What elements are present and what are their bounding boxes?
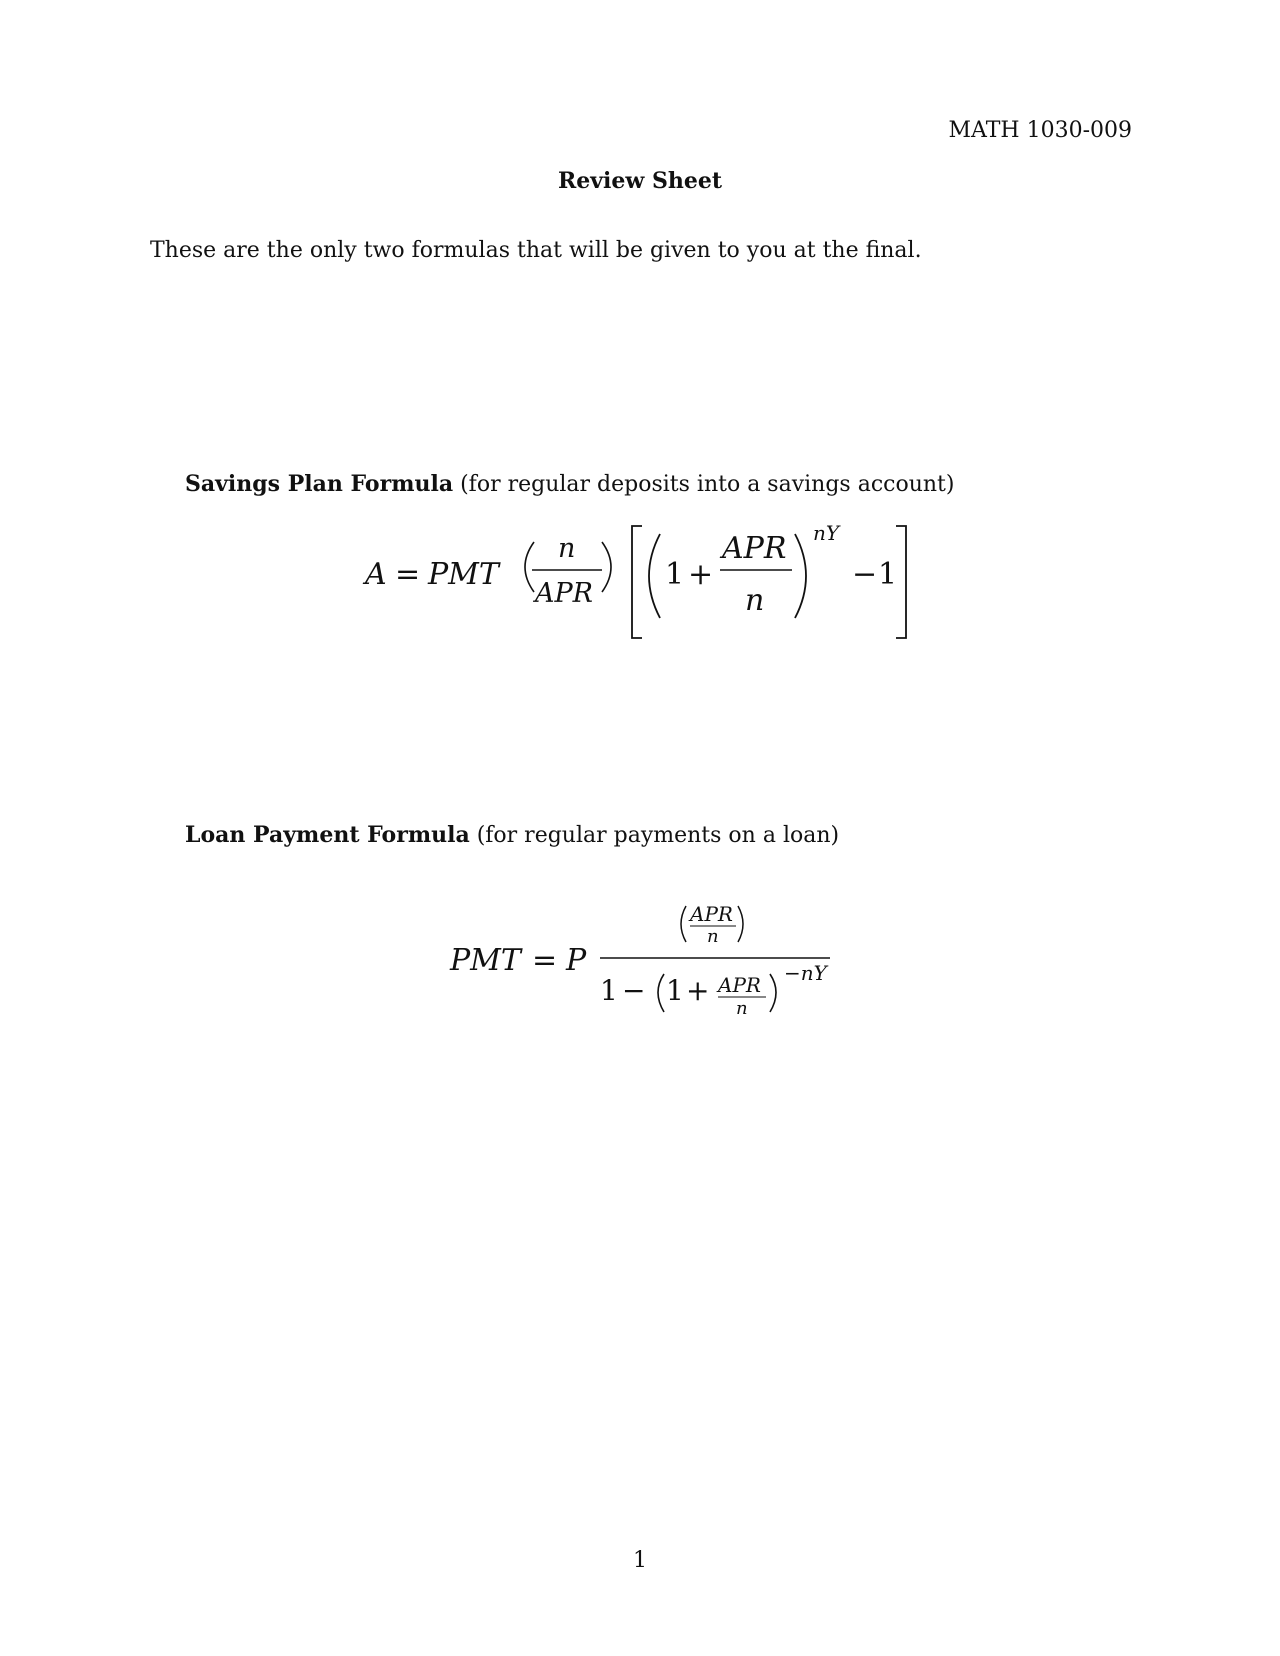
savings-plus: + xyxy=(688,557,714,592)
savings-inner-paren-left xyxy=(649,534,660,618)
savings-bracket-left xyxy=(632,526,642,638)
loan-heading-description: (for regular payments on a loan) xyxy=(476,823,840,848)
loan-den-exponent: −nY xyxy=(784,961,827,985)
loan-den-plus: + xyxy=(686,974,710,1007)
course-code: MATH 1030-009 xyxy=(948,118,1132,143)
loan-den-paren-right xyxy=(770,974,776,1012)
page-number: 1 xyxy=(633,1548,647,1573)
savings-lhs: A xyxy=(365,557,387,592)
loan-den-inner-den: n xyxy=(736,998,748,1019)
savings-paren-left xyxy=(525,542,534,592)
loan-den-inner-one: 1 xyxy=(666,974,684,1007)
loan-equals: = xyxy=(532,943,558,978)
savings-pmt: PMT xyxy=(428,557,499,592)
loan-num-paren-left xyxy=(681,906,686,942)
savings-inner-den: n xyxy=(745,583,765,618)
loan-den-paren-left xyxy=(658,974,664,1012)
loan-payment-formula xyxy=(0,900,1280,1030)
loan-lhs: PMT xyxy=(450,943,521,978)
savings-bracket-right xyxy=(896,526,906,638)
savings-inner-num: APR xyxy=(722,531,787,566)
intro-text: These are the only two formulas that will be given to you at the final. xyxy=(150,238,922,263)
savings-frac-num: n xyxy=(558,533,576,564)
savings-plan-formula xyxy=(0,520,1280,640)
savings-inner-paren-right xyxy=(795,534,806,618)
loan-num-bottom: n xyxy=(707,926,719,947)
loan-heading-title: Loan Payment Formula xyxy=(185,822,470,848)
savings-exponent: nY xyxy=(813,521,840,545)
loan-num-paren-right xyxy=(738,906,743,942)
loan-num-top: APR xyxy=(690,902,733,926)
savings-heading-title: Savings Plan Formula xyxy=(185,471,454,497)
loan-den-inner-num: APR xyxy=(718,973,761,997)
savings-minus: − xyxy=(852,557,878,592)
page-title: Review Sheet xyxy=(557,168,723,194)
savings-one: 1 xyxy=(665,557,685,592)
loan-den-minus: − xyxy=(622,974,646,1007)
savings-paren-right xyxy=(602,542,611,592)
savings-frac-den: APR xyxy=(535,578,593,609)
loan-p: P xyxy=(566,943,587,978)
savings-heading-description: (for regular deposits into a savings account) xyxy=(460,472,955,497)
savings-equals: = xyxy=(395,557,421,592)
savings-heading xyxy=(185,471,954,497)
loan-heading xyxy=(185,822,839,848)
loan-den-one: 1 xyxy=(600,974,618,1007)
savings-minus-one: 1 xyxy=(878,557,898,592)
